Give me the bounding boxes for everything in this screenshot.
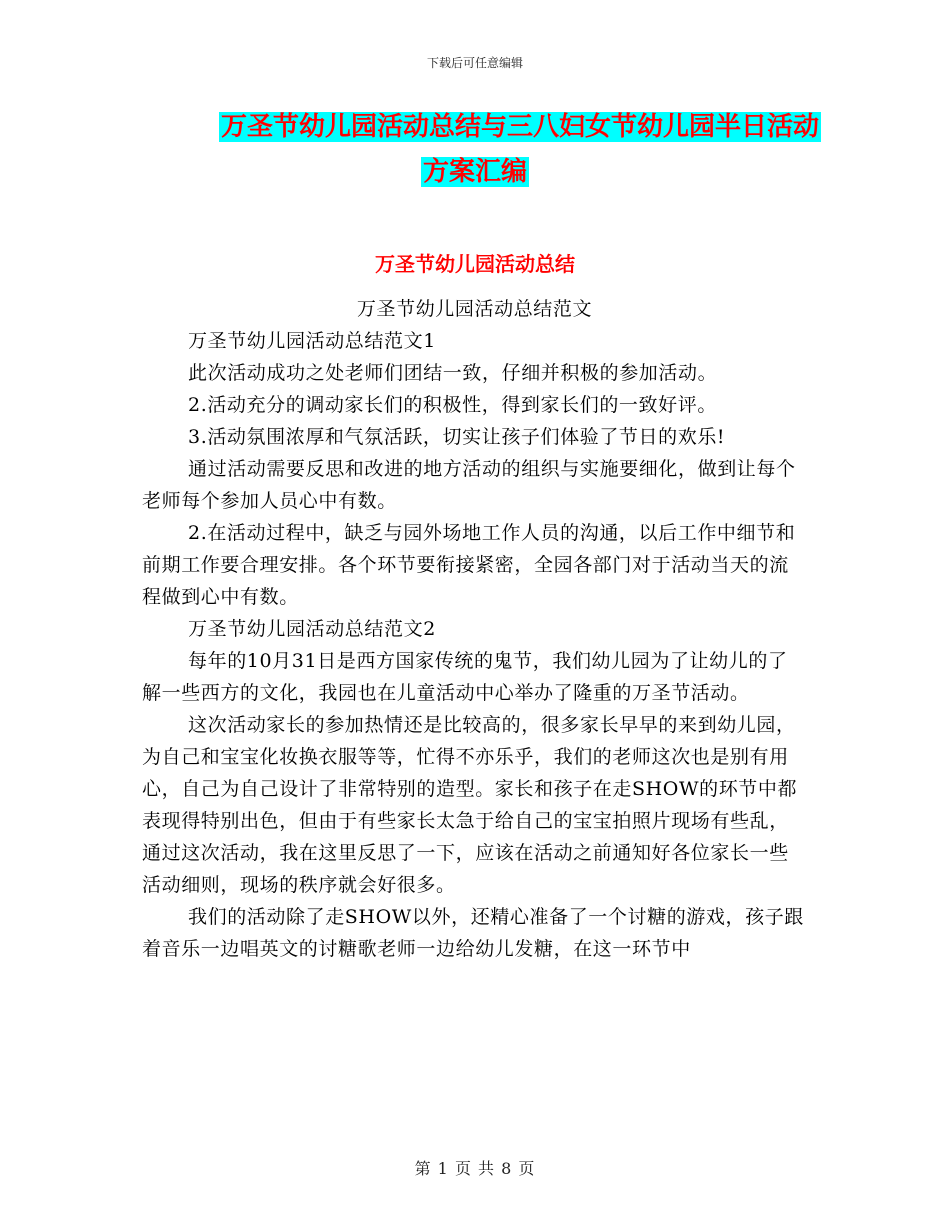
paragraph: 万圣节幼儿园活动总结范文2 bbox=[188, 618, 436, 640]
document-body bbox=[142, 293, 807, 965]
paragraph: 2.活动充分的调动家长们的积极性，得到家长们的一致好评。 bbox=[188, 394, 717, 416]
header-note: 下载后可任意编辑 bbox=[426, 56, 523, 70]
paragraph: 此次活动成功之处老师们团结一致，仔细并积极的参加活动。 bbox=[188, 362, 718, 384]
main-title-line-2-text: 方案汇编 bbox=[422, 157, 527, 187]
paragraph: 这次活动家长的参加热情还是比较高的，很多家长早早的来到幼儿园，为自己和宝宝化妆换衣服等等，忙得不亦乐乎，我们的老师这次也是别有用心，自己为自己设计了非常特别的造型。家长和孩子在走SHOW的环节中都表现得特别出色，但由于有些家长太急于给自己的宝宝拍照片现场有些乱，通过这次活动，我在这里反思了一下，应该在活动之前通知好各位家长一些活动细则，现场的秩序就会好很多。 bbox=[142, 714, 798, 896]
paragraph: 通过活动需要反思和改进的地方活动的组织与实施要细化，做到让每个老师每个参加人员心中有数。 bbox=[142, 458, 796, 512]
main-title-line-1 bbox=[0, 112, 950, 143]
main-title-line-2 bbox=[0, 157, 950, 188]
paragraph: 我们的活动除了走SHOW以外，还精心准备了一个讨糖的游戏，孩子跟着音乐一边唱英文的讨糖歌老师一边给幼儿发糖，在这一环节中 bbox=[142, 906, 804, 960]
paragraph: 万圣节幼儿园活动总结范文1 bbox=[188, 330, 436, 352]
main-title-line-1-text: 万圣节幼儿园活动总结与三八妇女节幼儿园半日活动 bbox=[220, 112, 819, 142]
page-footer: 第 1 页 共 8 页 bbox=[414, 1159, 536, 1178]
section-title: 万圣节幼儿园活动总结 bbox=[375, 252, 575, 276]
document-subtitle: 万圣节幼儿园活动总结范文 bbox=[356, 298, 593, 320]
paragraph: 2.在活动过程中，缺乏与园外场地工作人员的沟通，以后工作中细节和前期工作要合理安排。各个环节要衔接紧密，全园各部门对于活动当天的流程做到心中有数。 bbox=[142, 522, 796, 608]
paragraph: 每年的10月31日是西方国家传统的鬼节，我们幼儿园为了让幼儿的了解一些西方的文化，我园也在儿童活动中心举办了隆重的万圣节活动。 bbox=[142, 650, 788, 704]
paragraph: 3.活动氛围浓厚和气氛活跃，切实让孩子们体验了节日的欢乐! bbox=[188, 426, 726, 448]
